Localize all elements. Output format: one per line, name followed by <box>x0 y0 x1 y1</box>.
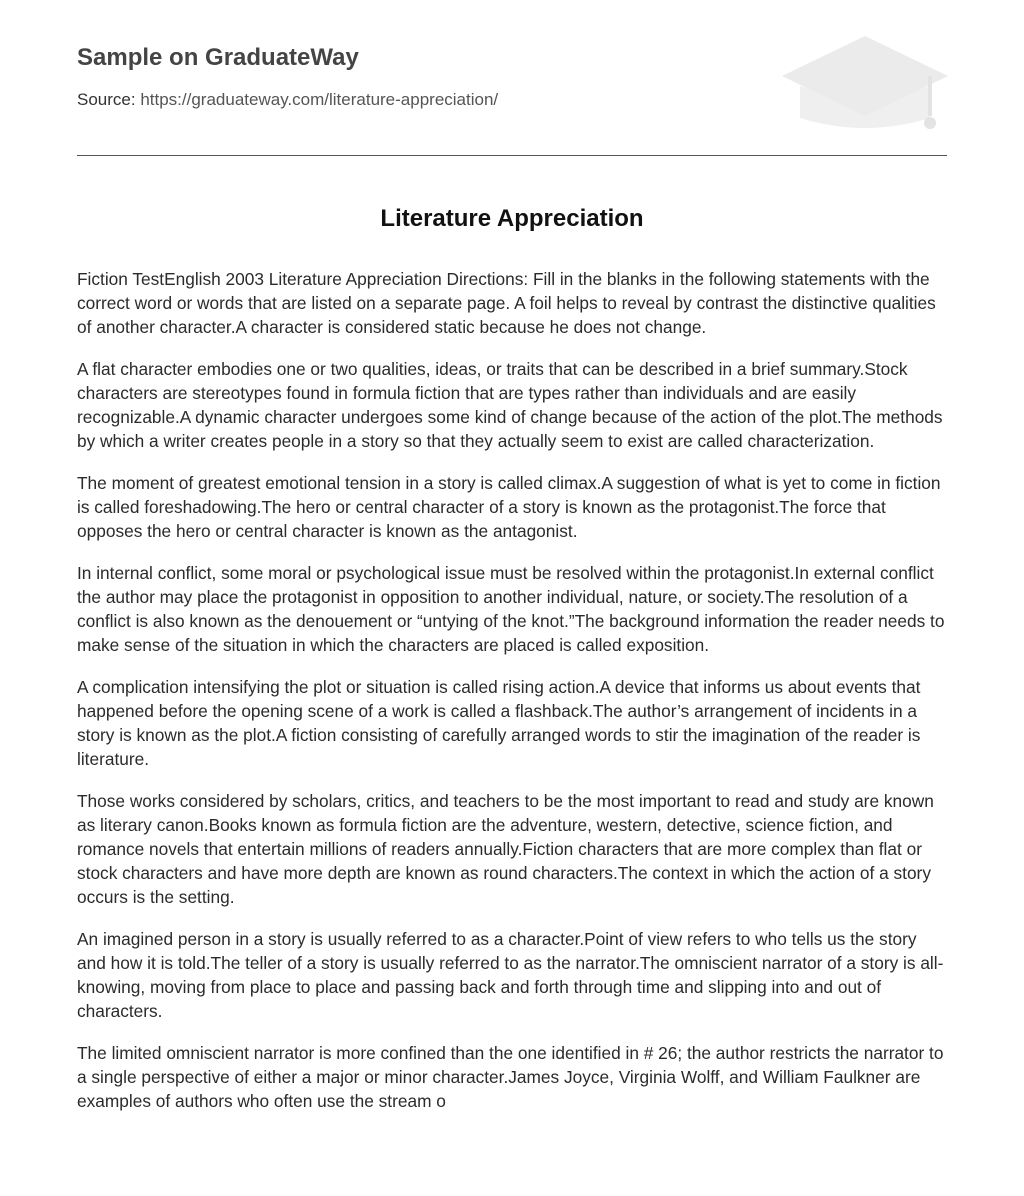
paragraph: Those works considered by scholars, critics, and teachers to be the most important to read and study are known as literary canon.Books known as formula fiction are the adventure, western, detective, science fiction, and romance novels that entertain millions of readers annually.Fiction characters that are more complex than flat or stock characters and have more depth are known as round characters.The context in which the action of a story occurs is the setting. <box>77 791 934 907</box>
site-title: Sample on GraduateWay <box>77 44 359 71</box>
header-divider <box>77 155 947 156</box>
paragraph: A flat character embodies one or two qualities, ideas, or traits that can be described in a brief summary.Stock characters are stereotypes found in formula fiction that are types rather than individuals and are easily recognizable.A dynamic character undergoes some kind of change because of the action of the plot.The methods by which a writer creates people in a story so that they actually seem to exist are called characterization. <box>77 359 943 451</box>
paragraph: In internal conflict, some moral or psychological issue must be resolved within the protagonist.In external conflict the author may place the protagonist in opposition to another individual, nature, or society.The resolution of a conflict is also known as the denouement or “untying of the knot.”The background information the reader needs to make sense of the situation in which the characters are placed is called exposition. <box>77 563 945 655</box>
source-label: Source: <box>77 90 136 109</box>
source-link[interactable]: https://graduateway.com/literature-appreciation/ <box>140 90 499 109</box>
document-body <box>77 267 949 1131</box>
source-line <box>77 90 498 110</box>
paragraph: The limited omniscient narrator is more confined than the one identified in # 26; the author restricts the narrator to a single perspective of either a major or minor character.James Joyce, Virginia Wolff, and William Faulkner are examples of authors who often use the stream o <box>77 1043 944 1111</box>
paragraph: A complication intensifying the plot or situation is called rising action.A device that informs us about events that happened before the opening scene of a work is called a flashback.The author’s arrangement of incidents in a story is known as the plot.A fiction consisting of carefully arranged words to stir the imagination of the reader is literature. <box>77 677 921 769</box>
graduation-cap-icon <box>780 28 950 138</box>
paragraph: Fiction TestEnglish 2003 Literature Appreciation Directions: Fill in the blanks in the following statements with the correct word or words that are listed on a separate page. A foil helps to reveal by contrast the distinctive qualities of another character.A character is considered static because he does not change. <box>77 269 936 337</box>
paragraph: The moment of greatest emotional tension in a story is called climax.A suggestion of what is yet to come in fiction is called foreshadowing.The hero or central character of a story is known as the protagonist.The force that opposes the hero or central character is known as the antagonist. <box>77 473 941 541</box>
document-title: Literature Appreciation <box>380 205 644 232</box>
paragraph: An imagined person in a story is usually referred to as a character.Point of view refers to who tells us the story and how it is told.The teller of a story is usually referred to as the narrator.The omniscient narrator of a story is all-knowing, moving from place to place and passing back and forth through time and slipping into and out of characters. <box>77 929 944 1021</box>
